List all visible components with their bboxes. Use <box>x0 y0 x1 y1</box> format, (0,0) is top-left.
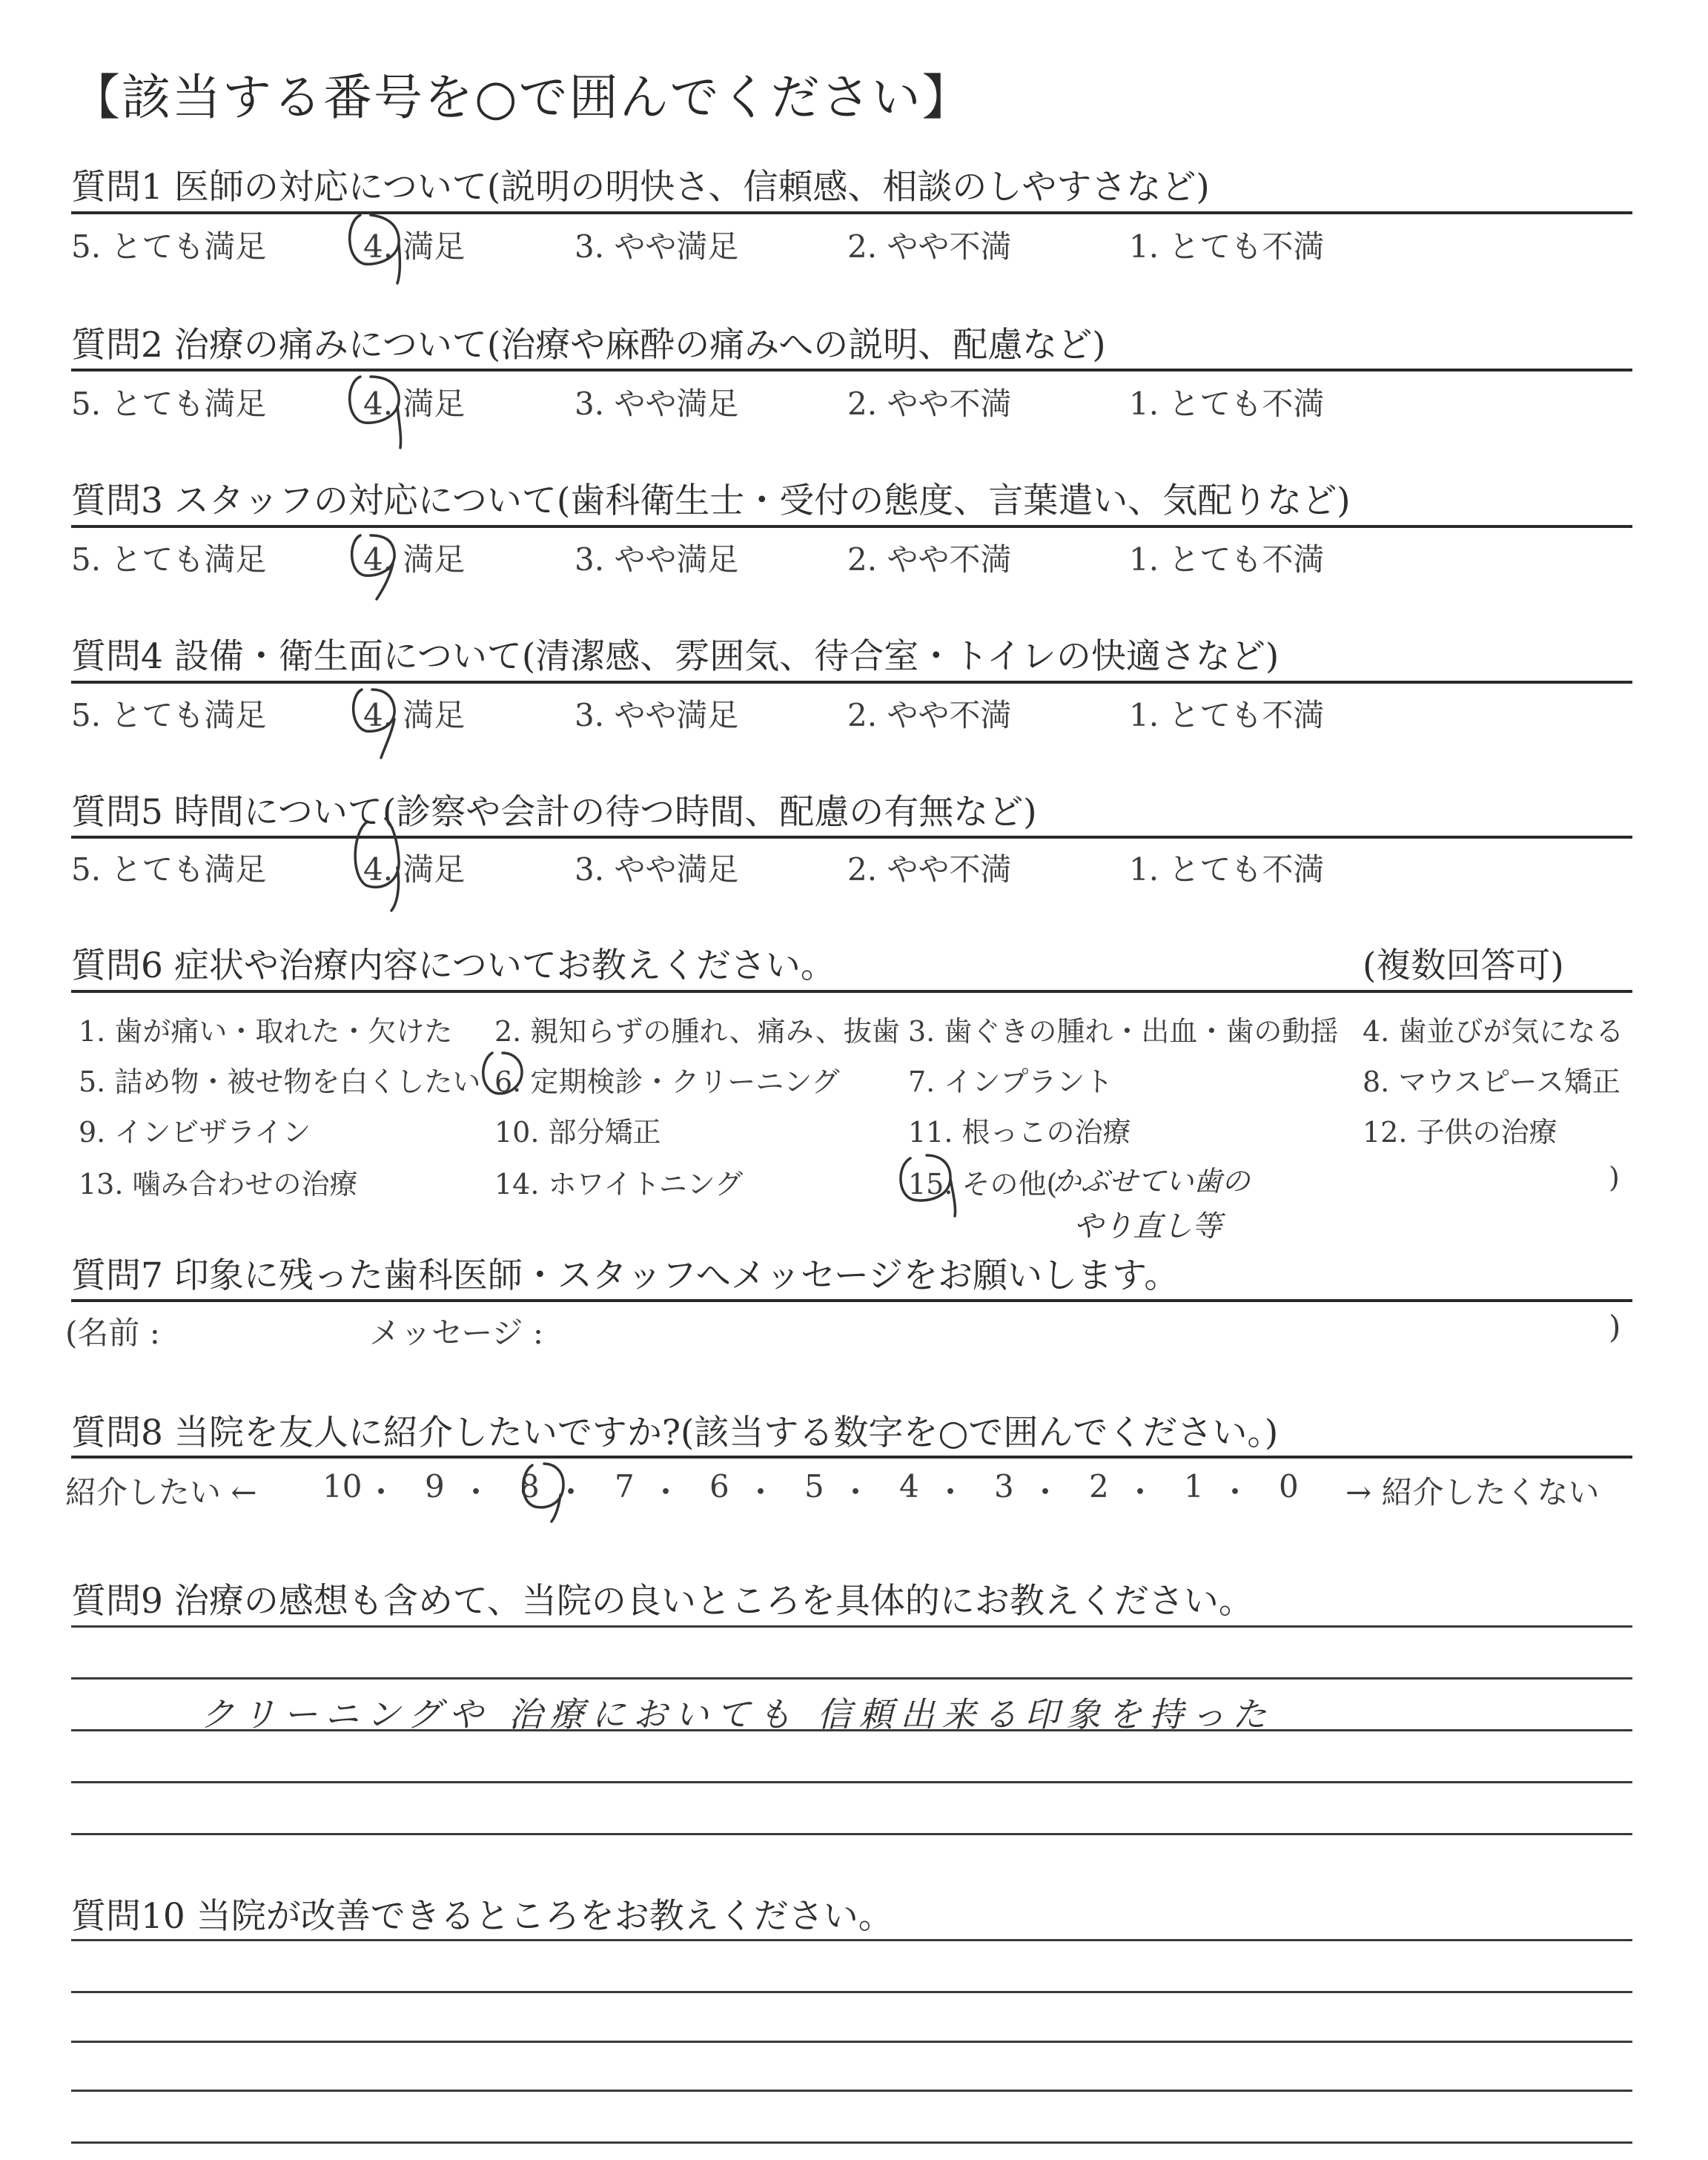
q6-other-handwritten-1[interactable]: かぶせてい歯の <box>1053 1165 1251 1198</box>
divider <box>71 681 1632 684</box>
answer-line <box>71 1781 1632 1783</box>
q8-separator-dot: ・ <box>365 1474 397 1510</box>
q8-number-0[interactable]: 0 <box>1279 1468 1299 1505</box>
question-6-note: (複数回答可) <box>1363 945 1564 986</box>
answer-line <box>71 1677 1632 1680</box>
divider <box>71 990 1632 993</box>
q8-number-9[interactable]: 9 <box>425 1468 445 1505</box>
q8-left-label: 紹介したい ← <box>65 1474 257 1510</box>
question-9-title: 質問9 治療の感想も含めて、当院の良いところを具体的にお教えください。 <box>71 1581 1254 1622</box>
q8-separator-dot: ・ <box>555 1474 587 1510</box>
q8-number-1[interactable]: 1 <box>1184 1468 1204 1505</box>
q1-option-1[interactable]: 1. とても不満 <box>1129 228 1325 265</box>
q8-number-4[interactable]: 4 <box>899 1468 919 1505</box>
q6-option-13[interactable]: 13. 噛み合わせの治療 <box>79 1168 358 1200</box>
q8-number-5[interactable]: 5 <box>804 1468 824 1505</box>
q6-option-14[interactable]: 14. ホワイトニング <box>494 1168 744 1200</box>
q10-answer-area[interactable] <box>71 1943 1632 2136</box>
question-7-title: 質問7 印象に残った歯科医師・スタッフへメッセージをお願いします。 <box>71 1255 1179 1296</box>
q8-separator-dot: ・ <box>650 1474 682 1510</box>
q4-option-4[interactable]: 4. 満足 <box>363 697 466 733</box>
divider <box>71 836 1632 839</box>
q5-option-5[interactable]: 5. とても満足 <box>71 851 267 888</box>
q5-option-1[interactable]: 1. とても不満 <box>1129 851 1325 888</box>
q7-name-label: (名前 : <box>65 1315 160 1351</box>
question-1-title: 質問1 医師の対応について(説明の明快さ、信頼感、相談のしやすさなど) <box>71 167 1210 208</box>
q6-option-3[interactable]: 3. 歯ぐきの腫れ・出血・歯の動揺 <box>908 1015 1339 1048</box>
divider <box>71 369 1632 371</box>
q7-name-field[interactable] <box>222 1307 356 1344</box>
answer-line <box>71 1625 1632 1628</box>
answer-line <box>71 1833 1632 1835</box>
q6-option-10[interactable]: 10. 部分矯正 <box>494 1116 661 1149</box>
question-3-title: 質問3 スタッフの対応について(歯科衛生士・受付の態度、言葉遣い、気配りなど) <box>71 480 1351 521</box>
q6-option-8[interactable]: 8. マウスピース矯正 <box>1363 1066 1621 1098</box>
q6-option-4[interactable]: 4. 歯並びが気になる <box>1363 1015 1624 1048</box>
q3-option-4[interactable]: 4. 満足 <box>363 541 466 578</box>
q4-option-5[interactable]: 5. とても満足 <box>71 697 267 733</box>
divider <box>71 525 1632 528</box>
q7-message-field[interactable] <box>563 1307 1594 1344</box>
divider <box>71 211 1632 214</box>
q6-option-5[interactable]: 5. 詰め物・被せ物を白くしたい <box>79 1066 481 1098</box>
answer-line <box>71 2141 1632 2144</box>
q5-option-2[interactable]: 2. やや不満 <box>847 851 1012 888</box>
question-2-title: 質問2 治療の痛みについて(治療や麻酔の痛みへの説明、配慮など) <box>71 325 1106 366</box>
q8-separator-dot: ・ <box>1125 1474 1156 1510</box>
q2-option-3[interactable]: 3. やや満足 <box>575 386 739 422</box>
question-4-title: 質問4 設備・衛生面について(清潔感、雰囲気、待合室・トイレの快適さなど) <box>71 636 1280 677</box>
q4-option-2[interactable]: 2. やや不満 <box>847 697 1012 733</box>
q6-option-15[interactable]: 15. その他( <box>908 1168 1058 1200</box>
q2-option-1[interactable]: 1. とても不満 <box>1129 386 1325 422</box>
q6-option-6[interactable]: 6. 定期検診・クリーニング <box>494 1066 840 1098</box>
q8-separator-dot: ・ <box>840 1474 872 1510</box>
divider <box>71 1456 1632 1459</box>
q8-separator-dot: ・ <box>460 1474 492 1510</box>
q8-number-3[interactable]: 3 <box>994 1468 1014 1505</box>
q8-separator-dot: ・ <box>1219 1474 1251 1510</box>
divider <box>71 1299 1632 1302</box>
q8-number-10[interactable]: 10 <box>322 1468 363 1505</box>
q3-option-3[interactable]: 3. やや満足 <box>575 541 739 578</box>
q3-option-2[interactable]: 2. やや不満 <box>847 541 1012 578</box>
answer-line <box>71 1939 1632 1941</box>
q1-option-3[interactable]: 3. やや満足 <box>575 228 739 265</box>
q5-option-4[interactable]: 4. 満足 <box>363 851 466 888</box>
question-6-title: 質問6 症状や治療内容についてお教えください。 <box>71 945 835 986</box>
q6-option-9[interactable]: 9. インビザライン <box>79 1116 311 1149</box>
q6-option-11[interactable]: 11. 根っこの治療 <box>908 1116 1131 1149</box>
question-10-title: 質問10 当院が改善できるところをお教えください。 <box>71 1896 893 1937</box>
q4-option-3[interactable]: 3. やや満足 <box>575 697 739 733</box>
q3-option-1[interactable]: 1. とても不満 <box>1129 541 1325 578</box>
q8-separator-dot: ・ <box>1030 1474 1062 1510</box>
q7-close-paren: ) <box>1609 1309 1621 1345</box>
q8-separator-dot: ・ <box>935 1474 967 1510</box>
q5-option-3[interactable]: 3. やや満足 <box>575 851 739 888</box>
q6-option-2[interactable]: 2. 親知らずの腫れ、痛み、抜歯 <box>494 1015 900 1048</box>
q8-right-label: → 紹介したくない <box>1345 1474 1600 1510</box>
q8-number-7[interactable]: 7 <box>615 1468 635 1505</box>
q2-option-2[interactable]: 2. やや不満 <box>847 386 1012 422</box>
q7-message-label: メッセージ : <box>369 1315 543 1351</box>
q8-number-2[interactable]: 2 <box>1089 1468 1109 1505</box>
q4-option-1[interactable]: 1. とても不満 <box>1129 697 1325 733</box>
q2-option-5[interactable]: 5. とても満足 <box>71 386 267 422</box>
q1-option-4[interactable]: 4. 満足 <box>363 228 466 265</box>
q8-number-6[interactable]: 6 <box>709 1468 729 1505</box>
q1-option-2[interactable]: 2. やや不満 <box>847 228 1012 265</box>
q2-option-4[interactable]: 4. 満足 <box>363 386 466 422</box>
q6-option-12[interactable]: 12. 子供の治療 <box>1363 1116 1558 1149</box>
q8-number-8[interactable]: 8 <box>520 1468 540 1505</box>
q6-option-15-close: ) <box>1609 1161 1620 1194</box>
form-title: 【該当する番号を○で囲んでください】 <box>71 69 973 126</box>
question-5-title: 質問5 時間について(診察や会計の待つ時間、配慮の有無など) <box>71 792 1037 833</box>
question-8-title: 質問8 当院を友人に紹介したいですか?(該当する数字を○で囲んでください。) <box>71 1413 1279 1453</box>
q8-separator-dot: ・ <box>745 1474 777 1510</box>
q6-other-handwritten-2[interactable]: やり直し等 <box>1073 1209 1222 1244</box>
q6-option-1[interactable]: 1. 歯が痛い・取れた・欠けた <box>79 1015 453 1048</box>
q1-option-5[interactable]: 5. とても満足 <box>71 228 267 265</box>
q9-answer[interactable]: クリーニングや 治療においても 信頼出来る印象を持った <box>200 1694 1274 1734</box>
q6-option-7[interactable]: 7. インプラント <box>908 1066 1113 1098</box>
q3-option-5[interactable]: 5. とても満足 <box>71 541 267 578</box>
